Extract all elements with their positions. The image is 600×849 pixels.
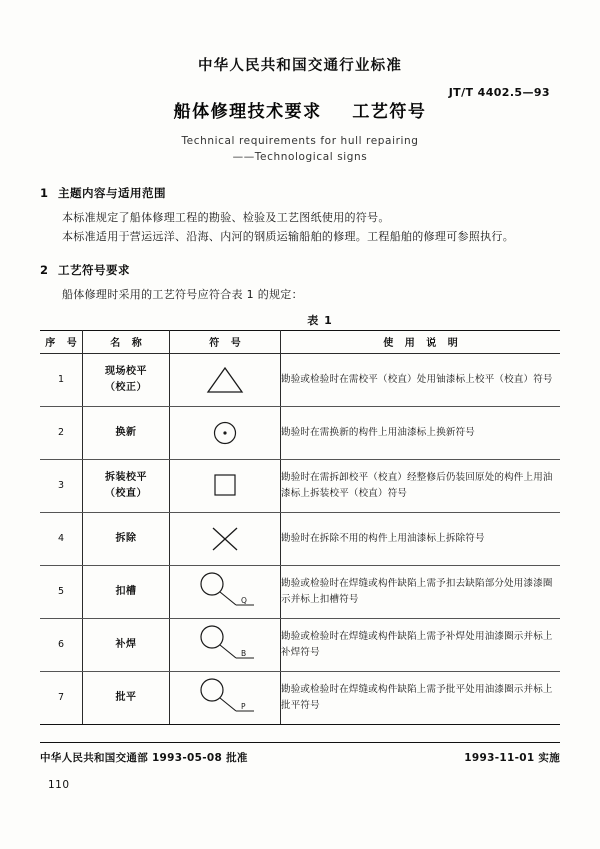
row-name-line2: （校正） [105, 381, 147, 393]
table-row [40, 565, 560, 618]
cross-icon [207, 523, 243, 555]
section-1-paragraph-1: 本标准规定了船体修理工程的勘验、检验及工艺图纸使用的符号。 [62, 211, 390, 224]
english-title-line1: Technical requirements for hull repairing [181, 135, 419, 147]
footer [40, 750, 560, 765]
table-row [40, 618, 560, 671]
row-name-line1: 拆装校平 [105, 471, 147, 483]
row-symbol [170, 671, 281, 724]
table-row [40, 406, 560, 459]
table-header-row [40, 330, 560, 353]
row-name-line1: 扣槽 [115, 585, 137, 597]
technological-signs-table [40, 330, 560, 725]
row-description: 勘验时在需换新的构件上用油漆标上换新符号 [281, 406, 561, 459]
row-symbol [170, 618, 281, 671]
row-description: 勘验或检验时在焊缝或构件缺陷上需予扣去缺陷部分处用漆漆圈示并标上扣槽符号 [281, 565, 561, 618]
page-content [40, 32, 560, 791]
document-title [40, 97, 560, 122]
row-no: 3 [40, 459, 83, 512]
section-1-paragraph-2: 本标准适用于营运远洋、沿海、内河的钢质运输船舶的修理。工程船舶的修理可参照执行。 [62, 229, 514, 243]
row-description: 勘验或检验时在需校平（校直）处用铀漆标上校平（校直）符号 [281, 353, 561, 406]
table-caption: 表 1 [307, 313, 333, 327]
row-description: 勘验时在需拆卸校平（校直）经整修后仍装回原处的构件上用油漆标上拆装校平（校直）符号 [281, 459, 561, 512]
row-symbol [170, 565, 281, 618]
table-row [40, 459, 560, 512]
row-name [83, 406, 170, 459]
row-no: 2 [40, 406, 83, 459]
page-number: 110 [48, 778, 70, 791]
approval-text: 中华人民共和国交通部 1993-05-08 批准 [40, 751, 248, 764]
section-2-number: 2 [40, 262, 49, 277]
row-name-line1: 现场校平 [105, 365, 147, 377]
row-name [83, 565, 170, 618]
row-symbol [170, 512, 281, 565]
symbol-label-5: Q [241, 595, 247, 605]
column-header-name: 名 称 [83, 330, 170, 353]
row-symbol [170, 459, 281, 512]
footer-divider [40, 742, 560, 743]
section-1-heading [40, 185, 560, 201]
circle-dot-icon [208, 417, 242, 449]
table-header [40, 330, 560, 353]
row-name-line1: 批平 [115, 691, 137, 703]
symbol-label-7: P [241, 701, 246, 711]
row-name-line1: 换新 [115, 426, 137, 438]
row-symbol [170, 353, 281, 406]
row-symbol [170, 406, 281, 459]
section-2 [40, 262, 560, 303]
row-description: 勘验时在拆除不用的构件上用油漆标上拆除符号 [281, 512, 561, 565]
section-1 [40, 185, 560, 245]
row-description: 勘验或检验时在焊缝或构件缺陷上需予批平处用油漆圈示并标上批平符号 [281, 671, 561, 724]
row-name [83, 618, 170, 671]
row-name [83, 671, 170, 724]
row-name-line2: （校直） [105, 487, 147, 499]
square-icon [208, 470, 242, 502]
row-name-line1: 补焊 [115, 638, 137, 650]
row-name [83, 459, 170, 512]
section-2-paragraph-1: 船体修理时采用的工艺符号应符合表 1 的规定： [62, 287, 303, 301]
document-title-sub: 工艺符号 [352, 102, 427, 122]
standard-number: JT/T 4402.5—93 [448, 86, 550, 99]
table-body [40, 353, 560, 724]
row-no: 7 [40, 671, 83, 724]
english-title-line2: ——Technological signs [232, 151, 368, 163]
table-row [40, 512, 560, 565]
row-no: 6 [40, 618, 83, 671]
circle-leader-icon [192, 677, 258, 719]
row-name-line1: 拆除 [115, 532, 137, 544]
triangle-icon [202, 363, 248, 397]
column-header-symbol: 符 号 [170, 330, 281, 353]
row-no: 5 [40, 565, 83, 618]
column-header-no: 序 号 [40, 330, 83, 353]
row-no: 1 [40, 353, 83, 406]
section-1-number: 1 [40, 186, 49, 200]
row-no: 4 [40, 512, 83, 565]
section-2-heading [40, 262, 560, 278]
effective-date: 1993-11-01 实施 [464, 751, 560, 764]
row-name [83, 512, 170, 565]
table-row [40, 671, 560, 724]
table-row [40, 353, 560, 406]
column-header-description: 使 用 说 明 [281, 330, 561, 353]
circle-leader-icon [192, 624, 258, 666]
standard-organization: 中华人民共和国交通行业标准 [197, 58, 403, 74]
document-title-main: 船体修理技术要求 [173, 102, 322, 122]
circle-leader-icon [192, 571, 258, 613]
row-name [83, 353, 170, 406]
row-description: 勘验或检验时在焊缝或构件缺陷上需予补焊处用油漆圈示并标上补焊符号 [281, 618, 561, 671]
section-1-title: 主题内容与适用范围 [58, 186, 166, 200]
symbol-label-6: B [241, 648, 247, 658]
section-2-title: 工艺符号要求 [58, 262, 130, 277]
